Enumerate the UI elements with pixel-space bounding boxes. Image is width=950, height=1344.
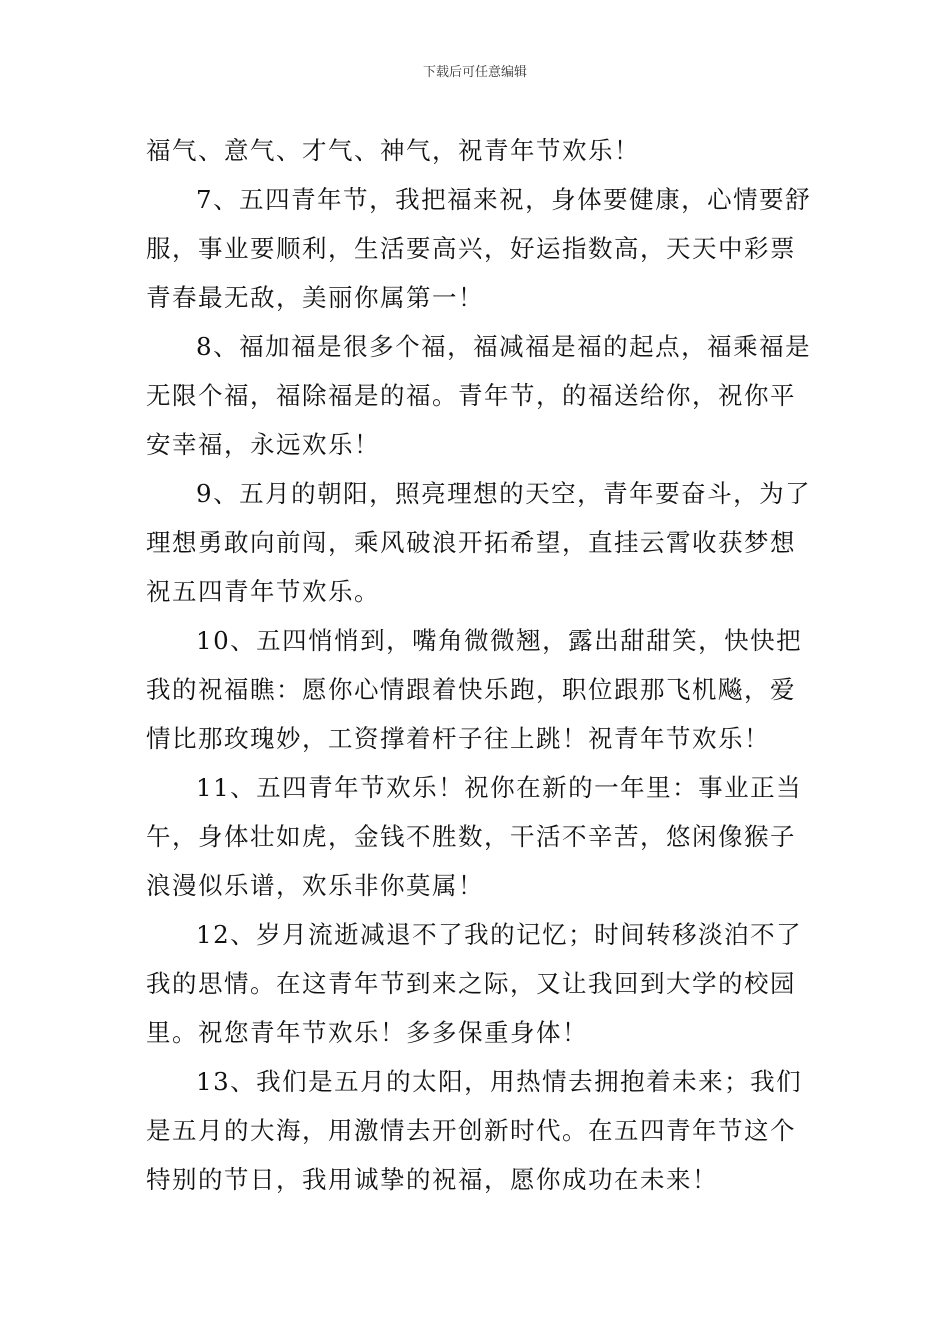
text-line: 福气、意气、才气、神气，祝青年节欢乐！ bbox=[146, 136, 640, 165]
text-line: 我的祝福瞧：愿你心情跟着快乐跑，职位跟那飞机飚，爱 bbox=[146, 675, 796, 704]
text-line: 祝五四青年节欢乐。 bbox=[146, 577, 380, 606]
text-line: 无限个福，福除福是的福。青年节，的福送给你，祝你平 bbox=[146, 381, 796, 410]
paragraph-8 bbox=[146, 322, 812, 469]
paragraph-continuation bbox=[146, 126, 806, 175]
paragraph-12 bbox=[146, 910, 806, 1057]
text-line: 服，事业要顺利，生活要高兴，好运指数高，天天中彩票 bbox=[146, 234, 796, 263]
text-line: 里。祝您青年节欢乐！多多保重身体！ bbox=[146, 1018, 588, 1047]
text-line: 理想勇敢向前闯，乘风破浪开拓希望，直挂云霄收获梦想 bbox=[146, 528, 796, 557]
text-line: 10、五四悄悄到，嘴角微微翘，露出甜甜笑，快快把 bbox=[196, 626, 803, 655]
text-line: 安幸福，永远欢乐！ bbox=[146, 430, 380, 459]
page-header: 下载后可任意编辑 bbox=[422, 65, 527, 80]
text-line: 12、岁月流逝减退不了我的记忆；时间转移淡泊不了 bbox=[196, 920, 803, 949]
paragraph-10 bbox=[146, 616, 806, 763]
text-line: 11、五四青年节欢乐！祝你在新的一年里：事业正当 bbox=[196, 773, 803, 802]
document-body bbox=[146, 126, 812, 1204]
text-line: 我的思情。在这青年节到来之际，又让我回到大学的校园 bbox=[146, 969, 796, 998]
text-line: 9、五月的朝阳，照亮理想的天空，青年要奋斗，为了 bbox=[196, 479, 812, 508]
text-line: 情比那玫瑰妙，工资撑着杆子往上跳！祝青年节欢乐！ bbox=[146, 724, 770, 753]
text-line: 特别的节日，我用诚挚的祝福，愿你成功在未来！ bbox=[146, 1165, 718, 1194]
paragraph-7 bbox=[146, 175, 812, 322]
text-line: 是五月的大海，用激情去开创新时代。在五四青年节这个 bbox=[146, 1116, 796, 1145]
paragraph-13 bbox=[146, 1057, 806, 1204]
text-line: 13、我们是五月的太阳，用热情去拥抱着未来；我们 bbox=[196, 1067, 803, 1096]
text-line: 浪漫似乐谱，欢乐非你莫属！ bbox=[146, 871, 484, 900]
text-line: 午，身体壮如虎，金钱不胜数，干活不辛苦，悠闲像猴子 bbox=[146, 822, 796, 851]
text-line: 7、五四青年节，我把福来祝，身体要健康，心情要舒 bbox=[196, 185, 812, 214]
paragraph-9 bbox=[146, 469, 812, 616]
paragraph-11 bbox=[146, 763, 806, 910]
text-line: 青春最无敌，美丽你属第一！ bbox=[146, 283, 484, 312]
text-line: 8、福加福是很多个福，福减福是福的起点，福乘福是 bbox=[196, 332, 812, 361]
